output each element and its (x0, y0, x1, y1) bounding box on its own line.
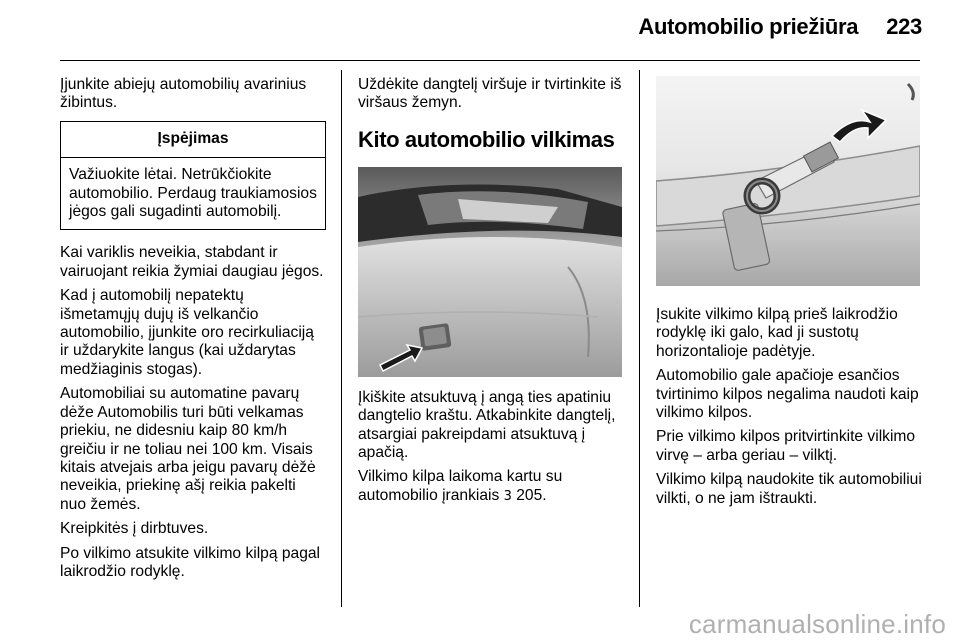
section-heading: Kito automobilio vilkimas (358, 126, 615, 152)
warning-body: Važiuokite lėtai. Netrūkčiokite automobilio. Perdaug traukiamosios jėgos gali sugadinti automobilį. (69, 166, 317, 221)
column-divider-2 (639, 70, 640, 607)
col3-paragraph-3: Prie vilkimo kilpos pritvirtinkite vilkimo virvę – arba geriau – vilktį. (656, 428, 916, 464)
col1-intro: Įjunkite abiejų automobilių avarinius žibintus. (60, 76, 307, 112)
column-divider-1 (341, 70, 342, 607)
page-title: Automobilio priežiūra (638, 14, 859, 39)
col1-paragraph-1: Kai variklis neveikia, stabdant ir vairuojant reikia žymiai daugiau jėgos. (60, 244, 324, 280)
column-3 (656, 76, 922, 514)
col1-paragraph-4: Kreipkitės į dirbtuves. (60, 520, 209, 538)
tow-eye-storage-text: Vilkimo kilpa laikoma kartu su automobilio įrankiais (358, 468, 563, 504)
tow-eye-illustration (656, 76, 920, 286)
column-2 (358, 76, 626, 512)
column-1 (60, 76, 326, 587)
page-reference-number[interactable]: 205. (516, 486, 547, 504)
col1-paragraph-3: Automobiliai su automatine pavarų dėže Automobilis turi būti velkamas priekiu, ne didesniu kaip 80 km/h greičiu ir ne toliau nei 100 km. Visais kitais atvejais arba jeigu pavarų dėžė neveikia, priekinę ašį reikia pakelti nuo žemės. (60, 385, 316, 513)
col2-intro: Uždėkite dangtelį viršuje ir tvirtinkite iš viršaus žemyn. (358, 76, 622, 112)
header-rule (60, 60, 920, 61)
page-reference-arrow-icon[interactable]: 3 (503, 488, 512, 504)
warning-box (60, 121, 326, 231)
col3-paragraph-1: Įsukite vilkimo kilpą prieš laikrodžio rodyklę iki galo, kad ji sustotų horizontalioje padėtyje. (656, 306, 898, 360)
col1-paragraph-5: Po vilkimo atsukite vilkimo kilpą pagal laikrodžio rodyklę. (60, 544, 320, 580)
page-header (638, 14, 922, 40)
col1-paragraph-2: Kad į automobilį nepatektų išmetamųjų dujų iš velkančio automobilio, įjunkite oro recirkuliaciją ir uždarykite langus (kai uždarytas medžiaginis stogas). (60, 287, 314, 378)
watermark: carmanualsonline.info (688, 609, 946, 639)
col3-paragraph-2: Automobilio gale apačioje esančios tvirtinimo kilpos negalima naudoti kaip vilkimo kilpos. (656, 367, 919, 422)
col3-paragraph-4: Vilkimo kilpą naudokite tik automobiliui vilkti, o ne jam ištraukti. (656, 471, 922, 507)
warning-title: Įspėjimas (61, 122, 325, 158)
col2-paragraph-1: Įkiškite atsuktuvą į angą ties apatiniu dangtelio kraštu. Atkabinkite dangtelį, atsargiai pakreipdami atsuktuvą į apačią. (358, 388, 616, 462)
page-number: 223 (886, 14, 922, 39)
col2-paragraph-2 (358, 468, 626, 506)
bumper-cover-illustration (358, 167, 622, 377)
